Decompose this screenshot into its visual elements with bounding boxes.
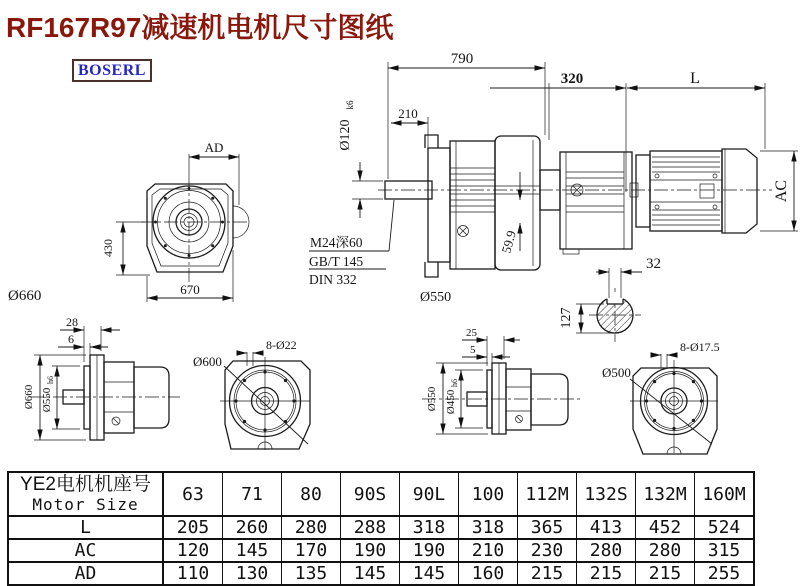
cell-AC-132M: 280: [636, 539, 695, 562]
cell-AC-160M: 315: [695, 539, 755, 562]
flange-side-view-left: [23, 315, 180, 440]
dim-6: 6: [68, 332, 74, 346]
cell-L-160M: 524: [695, 516, 755, 539]
flange-side-view-right: [422, 327, 580, 434]
oil-plug-icon: [112, 417, 120, 425]
dim-bolt-holes-8x17-5: 8-Ø17.5: [680, 340, 720, 354]
cell-L-80: 280: [282, 516, 341, 539]
main-assembly-view: [8, 51, 798, 305]
cell-L-132M: 452: [636, 516, 695, 539]
cell-AC-100: 210: [459, 539, 518, 562]
size-col-90S: 90S: [341, 472, 400, 516]
oil-plug-icon: [516, 416, 523, 423]
dim-ad: AD: [204, 140, 224, 155]
size-col-132S: 132S: [577, 472, 636, 516]
cell-AC-63: 120: [163, 539, 223, 562]
shaft-section-view: [559, 256, 661, 342]
row-label-AD: AD: [8, 562, 163, 585]
dim-bolt-holes-8x22: 8-Ø22: [266, 338, 297, 352]
cell-AD-112M: 215: [518, 562, 577, 585]
size-col-63: 63: [163, 472, 223, 516]
cell-AD-160M: 255: [695, 562, 755, 585]
cell-AD-132M: 215: [636, 562, 695, 585]
cell-L-90L: 318: [400, 516, 459, 539]
table-row-AC: [8, 539, 754, 562]
dim-shaft-tolerance: k6: [345, 100, 355, 110]
dim-shaft-diameter: Ø120: [338, 119, 353, 151]
note-tapped-standard: GB/T 145: [309, 254, 364, 269]
dim-key-width: 32: [646, 256, 661, 272]
row-label-AC: AC: [8, 539, 163, 562]
cell-AC-132S: 280: [577, 539, 636, 562]
flange-face-view-500: [602, 340, 720, 454]
dim-spigot-450: Ø450: [445, 389, 457, 415]
cell-AD-100: 160: [459, 562, 518, 585]
dim-25: 25: [466, 327, 477, 339]
dim-flange-od-660: Ø660: [23, 384, 35, 410]
table-header-row: [8, 472, 754, 516]
dim-670: 670: [180, 282, 200, 297]
motor-size-header: [8, 472, 163, 516]
cell-AD-63: 110: [163, 562, 223, 585]
dim-flange-od-550: Ø550: [426, 386, 438, 412]
row-label-L: L: [8, 516, 163, 539]
dim-28: 28: [66, 315, 78, 329]
motor-size-table: [7, 471, 755, 586]
cell-AD-80: 135: [282, 562, 341, 585]
page-title: RF167R97减速机电机尺寸图纸: [6, 12, 394, 43]
cell-L-90S: 288: [341, 516, 400, 539]
cell-AD-71: 130: [223, 562, 282, 585]
size-col-132M: 132M: [636, 472, 695, 516]
cell-AD-90S: 145: [341, 562, 400, 585]
dim-320: 320: [560, 71, 584, 87]
dim-AC: AC: [773, 179, 790, 203]
cell-L-63: 205: [163, 516, 223, 539]
size-col-100: 100: [459, 472, 518, 516]
cell-L-100: 318: [459, 516, 518, 539]
dim-spigot-450-tol: h6: [450, 379, 459, 387]
size-col-160M: 160M: [695, 472, 755, 516]
dim-59-9: 59.9: [498, 228, 519, 255]
dim-bolt-circle-500: Ø500: [602, 365, 631, 380]
note-tapped-din: DIN 332: [309, 272, 357, 287]
motor-size-header-cn: YE2电机机座号: [20, 473, 151, 495]
cell-AD-132S: 215: [577, 562, 636, 585]
dim-5: 5: [470, 344, 476, 356]
dim-790: 790: [450, 51, 474, 67]
table-row-AD: [8, 562, 754, 585]
dim-L: L: [690, 70, 700, 87]
table-row-L: [8, 516, 754, 539]
cell-AD-90L: 145: [400, 562, 459, 585]
motor-size-header-en: Motor Size: [32, 494, 139, 514]
dim-spigot-550-tol: h6: [46, 376, 55, 384]
note-tapped-hole: M24深60: [310, 235, 363, 250]
size-col-112M: 112M: [518, 472, 577, 516]
oil-plug-icon: [458, 226, 469, 237]
size-col-80: 80: [282, 472, 341, 516]
cell-L-71: 260: [223, 516, 282, 539]
front-view: [101, 140, 249, 302]
cell-AC-90S: 190: [341, 539, 400, 562]
cell-AC-112M: 230: [518, 539, 577, 562]
motor-fins: [650, 157, 722, 225]
label-output-flange-diameter: Ø550: [420, 290, 452, 305]
dim-430: 430: [101, 239, 115, 257]
flange-face-view-600: [193, 338, 310, 450]
cell-AC-80: 170: [282, 539, 341, 562]
cell-L-132S: 413: [577, 516, 636, 539]
label-gearcase-diameter: Ø660: [8, 288, 42, 304]
dim-spigot-550: Ø550: [41, 387, 53, 413]
cell-AC-90L: 190: [400, 539, 459, 562]
motor-screws: [655, 174, 717, 209]
dim-bolt-circle-600: Ø600: [193, 354, 222, 369]
dim-210: 210: [398, 106, 418, 121]
size-col-71: 71: [223, 472, 282, 516]
cell-L-112M: 365: [518, 516, 577, 539]
cell-AC-71: 145: [223, 539, 282, 562]
dim-key-height: 127: [559, 307, 574, 329]
size-col-90L: 90L: [400, 472, 459, 516]
boserl-logo-text: BOSERL: [78, 62, 146, 79]
